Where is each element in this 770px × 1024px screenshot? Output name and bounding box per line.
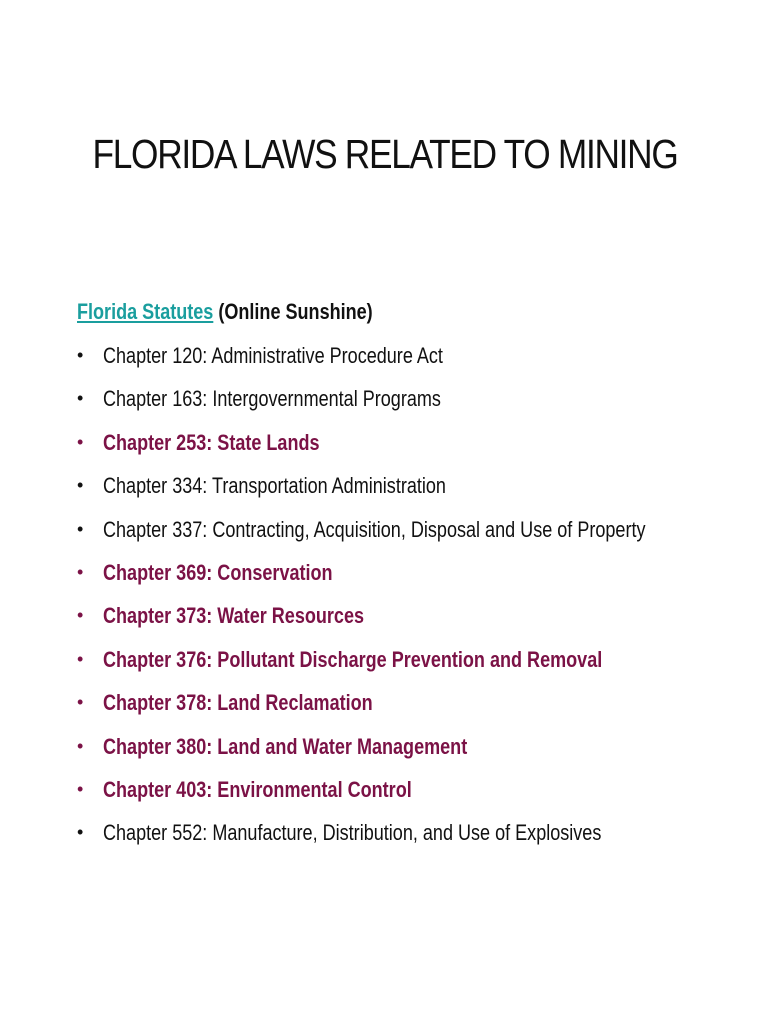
page-title: FLORIDA LAWS RELATED TO MINING xyxy=(92,131,678,177)
chapter-label: Chapter 337: Contracting, Acquisition, Disposal and Use of Property xyxy=(103,516,646,542)
chapter-item xyxy=(77,508,747,551)
bullet-icon: • xyxy=(77,692,84,713)
chapter-item xyxy=(77,725,747,768)
chapter-item xyxy=(77,334,747,377)
chapter-item xyxy=(77,594,747,637)
bullet-icon: • xyxy=(77,778,84,799)
bullet-icon: • xyxy=(77,735,84,756)
bullet-icon: • xyxy=(77,605,84,626)
bullet-icon: • xyxy=(77,345,84,365)
bullet-icon: • xyxy=(77,431,84,452)
chapter-item xyxy=(77,377,747,420)
chapter-label: Chapter 552: Manufacture, Distribution, and Use of Explosives xyxy=(103,820,602,846)
chapter-label: Chapter 403: Environmental Control xyxy=(103,776,412,802)
bullet-icon: • xyxy=(77,388,84,409)
bullet-icon: • xyxy=(77,475,84,496)
chapter-label: Chapter 376: Pollutant Discharge Prevention and Removal xyxy=(103,646,603,672)
chapter-item xyxy=(77,811,747,854)
bullet-icon: • xyxy=(77,561,84,582)
chapter-item xyxy=(77,464,747,507)
chapter-item xyxy=(77,638,747,681)
source-line xyxy=(77,294,626,330)
statutes-section xyxy=(77,294,747,855)
chapter-label: Chapter 253: State Lands xyxy=(103,429,320,455)
chapter-item xyxy=(77,768,747,811)
bullet-icon: • xyxy=(77,822,84,843)
chapter-label: Chapter 334: Transportation Administration xyxy=(103,473,446,499)
florida-statutes-link[interactable]: Florida Statutes xyxy=(77,299,214,324)
source-note: (Online Sunshine) xyxy=(218,299,373,324)
bullet-icon: • xyxy=(77,648,84,669)
chapter-item xyxy=(77,551,747,594)
chapter-label: Chapter 373: Water Resources xyxy=(103,603,365,629)
bullet-icon: • xyxy=(77,518,84,539)
chapter-label: Chapter 378: Land Reclamation xyxy=(103,690,373,716)
chapter-list xyxy=(77,334,747,855)
chapter-label: Chapter 120: Administrative Procedure Act xyxy=(103,343,443,368)
chapter-item xyxy=(77,421,747,464)
chapter-item xyxy=(77,681,747,724)
chapter-label: Chapter 380: Land and Water Management xyxy=(103,733,468,759)
chapter-label: Chapter 163: Intergovernmental Programs xyxy=(103,386,441,412)
chapter-label: Chapter 369: Conservation xyxy=(103,559,333,585)
